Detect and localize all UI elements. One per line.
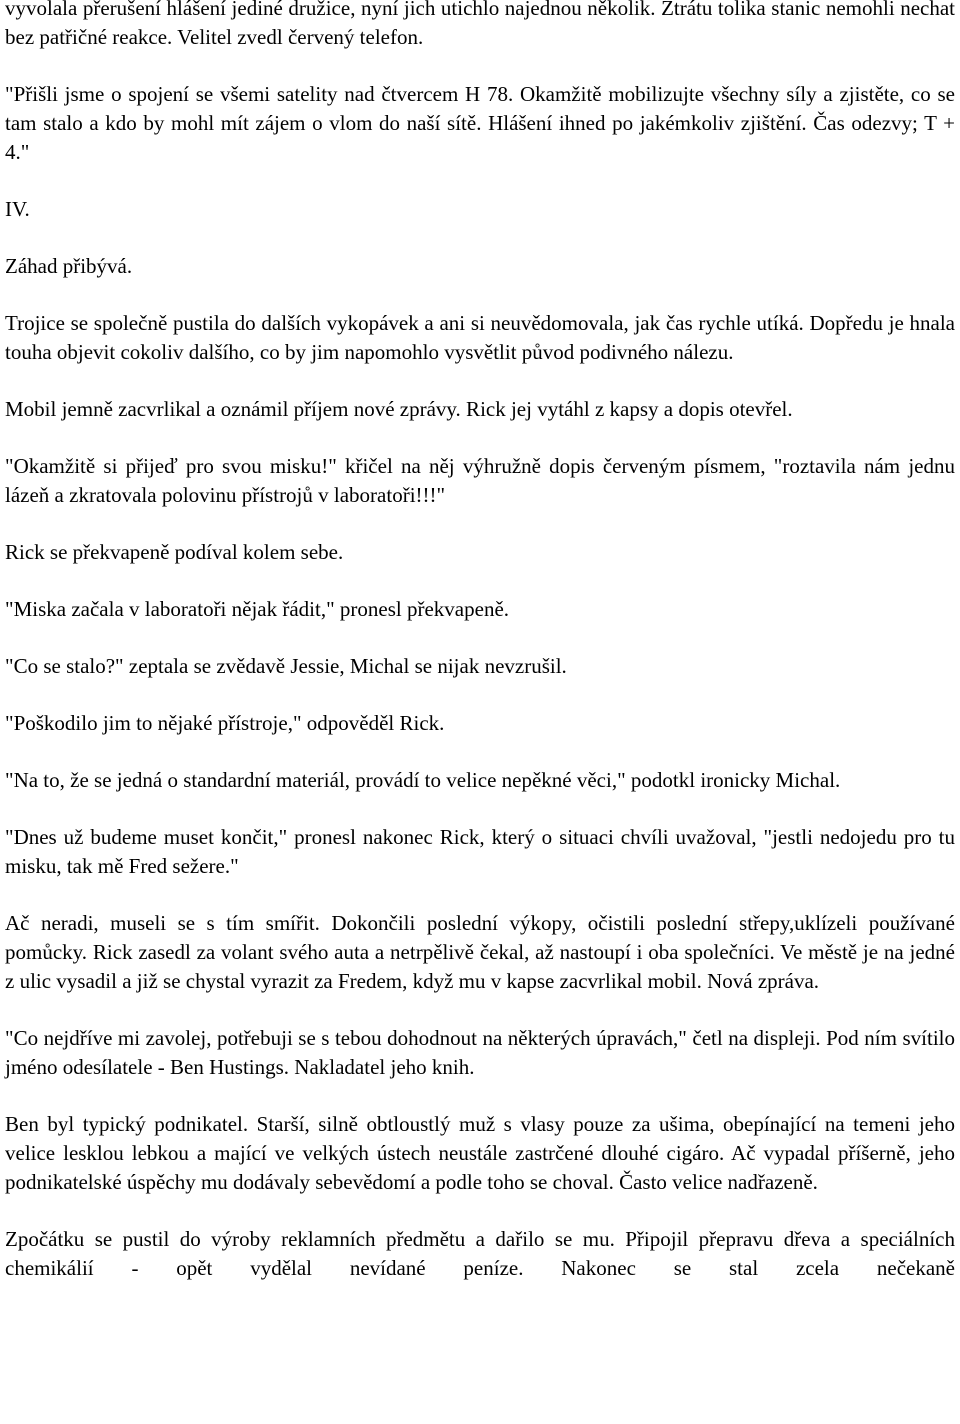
paragraph-13: "Co nejdříve mi zavolej, potřebuji se s tebou dohodnout na některých úpravách," četl na displeji. Pod ním svítilo jméno odesílatele - Ben Hustings. Nakladatel jeho knih. — [5, 1026, 955, 1079]
paragraph-10: "Na to, že se jedná o standardní materiál, provádí to velice nepěkné věci," podotkl ironicky Michal. — [5, 768, 841, 792]
paragraph-14: Ben byl typický podnikatel. Starší, silně obtloustlý muž s vlasy pouze za ušima, obepínající na temeni jeho velice lesklou lebkou a mající ve velkých ústech neustále zastrčené dlouhé cigáro. Ač vypadal příšerně, jeho podnikatelské úspěchy mu dodávaly sebevědomí a podle toho se choval. Často velice nadřazeně. — [5, 1112, 955, 1194]
paragraph-2: "Přišli jsme o spojení se všemi satelity nad čtvercem H 78. Okamžitě mobilizujte všechny síly a zjistěte, co se tam stalo a kdo by mohl mít zájem o vlom do naší sítě. Hlášení ihned po jakémkoliv zjištění. Čas odezvy; T + 4." — [5, 82, 955, 164]
paragraph-5: "Okamžitě si přijeď pro svou misku!" křičel na něj výhružně dopis červeným písmem, "roztavila nám jednu lázeň a zkratovala polovinu přístrojů v laboratoři!!!" — [5, 454, 955, 507]
chapter-title: Záhad přibývá. — [5, 254, 133, 278]
paragraph-8: "Co se stalo?" zeptala se zvědavě Jessie, Michal se nijak nevzrušil. — [5, 654, 567, 678]
paragraph-1: vyvolala přerušení hlášení jediné družice, nyní jich utichlo najednou několik. Ztrátu tolika stanic nemohli nechat bez patřičné reakce. Velitel zvedl červený telefon. — [5, 0, 955, 49]
chapter-number: IV. — [5, 197, 30, 221]
paragraph-6: Rick se překvapeně podíval kolem sebe. — [5, 540, 344, 564]
paragraph-4: Mobil jemně zacvrlikal a oznámil příjem nové zprávy. Rick jej vytáhl z kapsy a dopis otevřel. — [5, 397, 793, 421]
document-page — [5, 0, 955, 1311]
paragraph-9: "Poškodilo jim to nějaké přístroje," odpověděl Rick. — [5, 711, 445, 735]
paragraph-12: Ač neradi, museli se s tím smířit. Dokončili poslední výkopy, očistili poslední střepy,uklízeli používané pomůcky. Rick zasedl za volant svého auta a netrpělivě čekal, až nastoupí i oba společníci. Ve městě je na jedné z ulic vysadil a již se chystal vyrazit za Fredem, když mu v kapse zacvrlikal mobil. Nová zpráva. — [5, 911, 955, 993]
paragraph-3: Trojice se společně pustila do dalších vykopávek a ani si neuvědomovala, jak čas rychle utíká. Dopředu je hnala touha objevit cokoliv dalšího, co by jim napomohlo vysvětlit původ podivného nálezu. — [5, 311, 955, 364]
paragraph-11: "Dnes už budeme muset končit," pronesl nakonec Rick, který o situaci chvíli uvažoval, "jestli nedojedu pro tu misku, tak mě Fred sežere." — [5, 825, 955, 878]
paragraph-7: "Miska začala v laboratoři nějak řádit," pronesl překvapeně. — [5, 597, 510, 621]
paragraph-15: Zpočátku se pustil do výroby reklamních předmětu a dařilo se mu. Připojil přepravu dřeva a speciálních chemikálií - opět vydělal nevídané peníze. Nakonec se stal zcela nečekaně — [5, 1227, 955, 1280]
